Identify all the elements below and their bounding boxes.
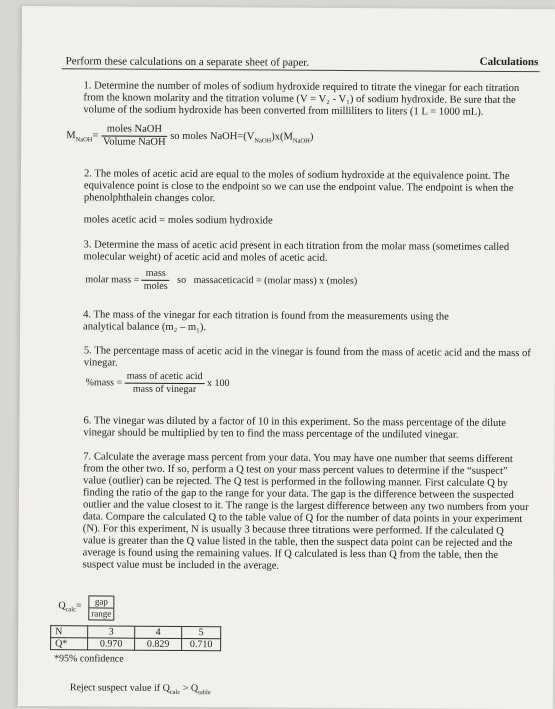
step1-line1: 1. Determine the number of moles of sodium hydroxide required to titrate the vinegar for each titration [83, 80, 520, 95]
step7-line3: value (outlier) can be rejected. The Q test is performed in the following manner. First calculate Q by [83, 475, 509, 489]
step3-line2: molecular weight) of acetic acid and moles of acetic acid. [83, 251, 328, 264]
reject-rule: Reject suspect value if $Q_{calc} > Q_{table}$ [69, 682, 211, 697]
molar-mass-fraction: $\frac{\text{mass}}{\text{moles}}$ [142, 268, 170, 293]
step7-line4: finding the ratio of the gap to the range for your data. The gap is the difference between the suspected [82, 487, 514, 502]
section-title: Calculations [479, 55, 539, 69]
step1-equation: $M_{NaOH}=$ $\frac{\text{moles NaOH}}{\text{Volume NaOH}}$ so moles $NaOH=(V_{NaOH})x(M_{NaOH})$ [66, 123, 314, 148]
step3-equation: molar mass = $\frac{\text{mass}}{\text{moles}}$ so massaceticacid = (molar mass) x (moles) [85, 267, 358, 292]
step2-line3: phenolphthalein changes color. [83, 192, 216, 205]
q-calc-label: $Q_{calc}=$ [58, 600, 82, 614]
step1-line3: volume of the sodium hydroxide has been converted from milliliters to liters (1 L = 1000 mL). [83, 104, 484, 118]
step6-line1: 6. The vinegar was diluted by a factor of 10 in this experiment. So the mass percentage of the dilute [83, 415, 507, 429]
step7-line5: outlier and the value closest to it. The range is the largest difference between any two numbers from your [82, 499, 529, 514]
step4-line1: 4. The mass of the vinegar for each titration is found from the measurements using the [83, 309, 449, 323]
percent-mass-fraction: $\frac{\text{mass of acetic acid}}{\text{mass of vinegar}}$ [125, 371, 205, 396]
step2-line1: 2. The moles of acetic acid are equal to the moles of sodium hydroxide at the equivalence point. The [83, 168, 510, 182]
step1-line2: from the known molarity and the titration volume (V = V₂ - V₁) of sodium hydroxide. Be sure that the [83, 92, 516, 107]
step5-line1: 5. The percentage mass of acetic acid in the vinegar is found from the mass of acetic acid and the mass of [83, 345, 531, 360]
q-calc-fraction: gap range [88, 595, 114, 620]
step7-line1: 7. Calculate the average mass percent from your data. You may have one number that seems different [83, 451, 513, 466]
q-table-row-n: N 3 4 5 [51, 626, 221, 639]
step7-line8: value is greater than the Q value listed in the table, then the suspect data point can be rejected and the [82, 535, 513, 550]
step7-line9: average is found using the remaining values. If Q calculated is less than Q from the table, then the [82, 547, 499, 561]
molarity-fraction: $\frac{\text{moles NaOH}}{\text{Volume NaOH}}$ [101, 123, 168, 148]
step4-line2: analytical balance (m₂ – m₁). [83, 321, 207, 334]
step3-line1: 3. Determine the mass of acetic acid present in each titration from the molar mass (sometimes called [83, 239, 510, 253]
header-rule [62, 68, 540, 72]
step6-line2: vinegar should be multiplied by ten to find the mass percentage of the undiluted vinegar. [83, 427, 459, 441]
step7-line10: suspect value must be included in the average. [82, 559, 280, 572]
step2-line2: equivalence point is close to the endpoint so we can use the endpoint value. The endpoint is when the [83, 180, 514, 195]
step7-line7: (N). For this experiment, N is usually 3 because three titrations were performed. If the calculated Q [82, 523, 504, 537]
worksheet-page [18, 6, 555, 709]
step2-equation: moles acetic acid = moles sodium hydroxide [83, 214, 273, 227]
instruction-header: Perform these calculations on a separate sheet of paper. [65, 55, 310, 69]
q-table-row-q: Q* 0.970 0.829 0.710 [51, 638, 221, 651]
step7-line2: from the other two. If so, perform a Q test on your mass percent values to determine if the “suspect” [83, 463, 508, 477]
step7-line6: data. Compare the calculated Q to the table value of Q for the number of data points in your experiment [82, 511, 523, 526]
q-table [50, 625, 221, 651]
confidence-note: *95% confidence [53, 653, 124, 665]
step5-line2: vinegar. [83, 357, 118, 369]
step5-equation: %mass = $\frac{\text{mass of acetic acid}}{\text{mass of vinegar}}$ x 100 [85, 370, 230, 396]
